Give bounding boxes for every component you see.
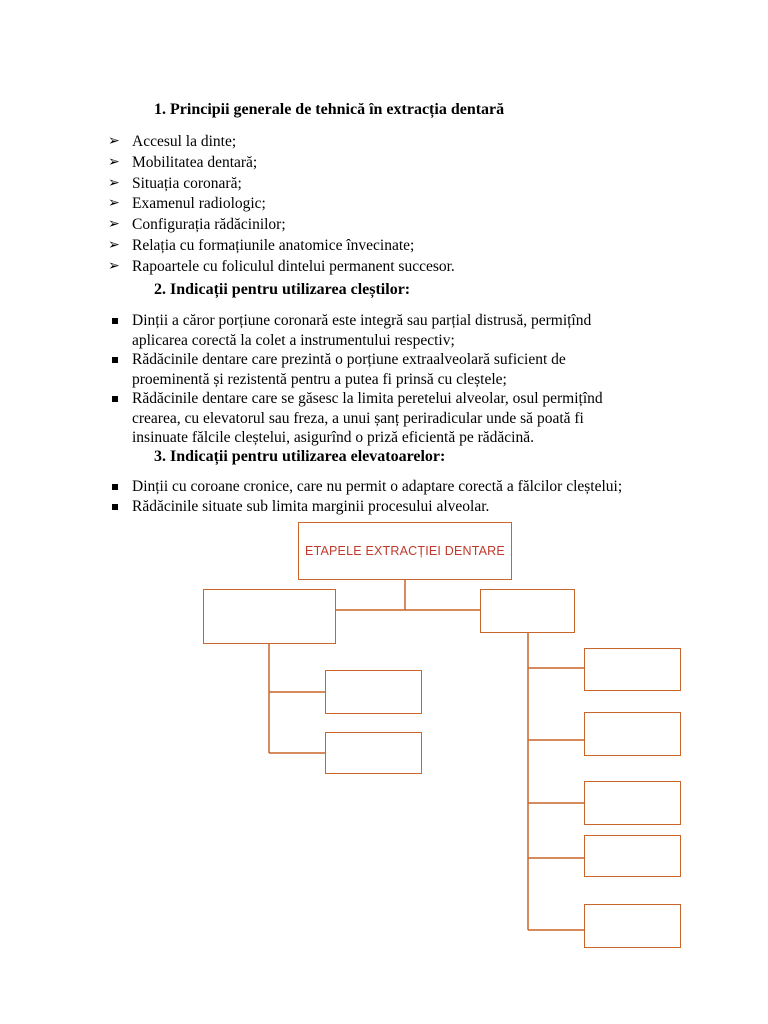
square-bullet-icon bbox=[112, 504, 118, 510]
list-item: ➢ Rapoartele cu foliculul dintelui permanent succesor. bbox=[108, 257, 455, 278]
diagram-right-child-box bbox=[584, 648, 681, 691]
list-item: Rădăcinile situate sub limita marginii procesului alveolar. bbox=[108, 497, 732, 517]
square-bullet-icon bbox=[112, 484, 118, 490]
list-item: ➢ Relația cu formațiunile anatomice învecinate; bbox=[108, 236, 455, 257]
arrow-bullet-icon: ➢ bbox=[108, 154, 120, 170]
square-bullet-icon bbox=[112, 318, 118, 324]
list-item: ➢ Configurația rădăcinilor; bbox=[108, 215, 455, 236]
square-bullet-icon bbox=[112, 357, 118, 363]
list-item: Dinții a căror porțiune coronară este integră sau parțial distrusă, permițînd aplicarea corectă la colet a instrumentului respectiv; bbox=[108, 311, 732, 350]
arrow-bullet-icon: ➢ bbox=[108, 196, 120, 212]
forceps-indications-list bbox=[108, 311, 732, 448]
list-item: Dinții cu coroane cronice, care nu permit o adaptare corectă a fălcilor cleștelui; bbox=[108, 477, 732, 497]
list-item: ➢ Accesul la dinte; bbox=[108, 132, 455, 153]
diagram-left-child-box bbox=[325, 670, 422, 714]
arrow-bullet-icon: ➢ bbox=[108, 175, 120, 191]
diagram-title-box bbox=[298, 522, 512, 580]
list-item: ➢ Examenul radiologic; bbox=[108, 194, 455, 215]
section-3-heading: 3. Indicații pentru utilizarea elevatoarelor: bbox=[154, 448, 446, 465]
diagram-right-child-box bbox=[584, 904, 681, 948]
section-1-heading: 1. Principii generale de tehnică în extracția dentară bbox=[154, 101, 505, 118]
diagram-right-box bbox=[480, 589, 575, 633]
list-item: Rădăcinile dentare care prezintă o porțiune extraalveolară suficient de proeminentă și rezistentă pentru a putea fi prinsă cu cleștele; bbox=[108, 350, 732, 389]
arrow-bullet-icon: ➢ bbox=[108, 217, 120, 233]
diagram-left-box bbox=[203, 589, 336, 644]
arrow-bullet-icon: ➢ bbox=[108, 237, 120, 253]
arrow-bullet-icon: ➢ bbox=[108, 134, 120, 149]
list-item: ➢ Mobilitatea dentară; bbox=[108, 153, 455, 174]
diagram-right-child-box bbox=[584, 712, 681, 756]
diagram-left-child-box bbox=[325, 732, 422, 774]
list-item: Rădăcinile dentare care se găsesc la limita peretelui alveolar, osul permițînd crearea, cu elevatorul sau freza, a unui șanț periradicular unde să poată fi insinuate fălcile cleștelui, asigurînd o priză eficientă pe rădăcină. bbox=[108, 389, 732, 448]
square-bullet-icon bbox=[112, 396, 118, 402]
diagram-title: ETAPELE EXTRACȚIEI DENTARE bbox=[305, 544, 505, 558]
diagram-right-child-box bbox=[584, 781, 681, 825]
elevator-indications-list bbox=[108, 477, 732, 516]
principles-list bbox=[108, 132, 455, 278]
section-2-heading: 2. Indicații pentru utilizarea cleștilor: bbox=[154, 281, 411, 298]
arrow-bullet-icon: ➢ bbox=[108, 258, 120, 274]
diagram-right-child-box bbox=[584, 835, 681, 877]
list-item: ➢ Situația coronară; bbox=[108, 174, 455, 195]
